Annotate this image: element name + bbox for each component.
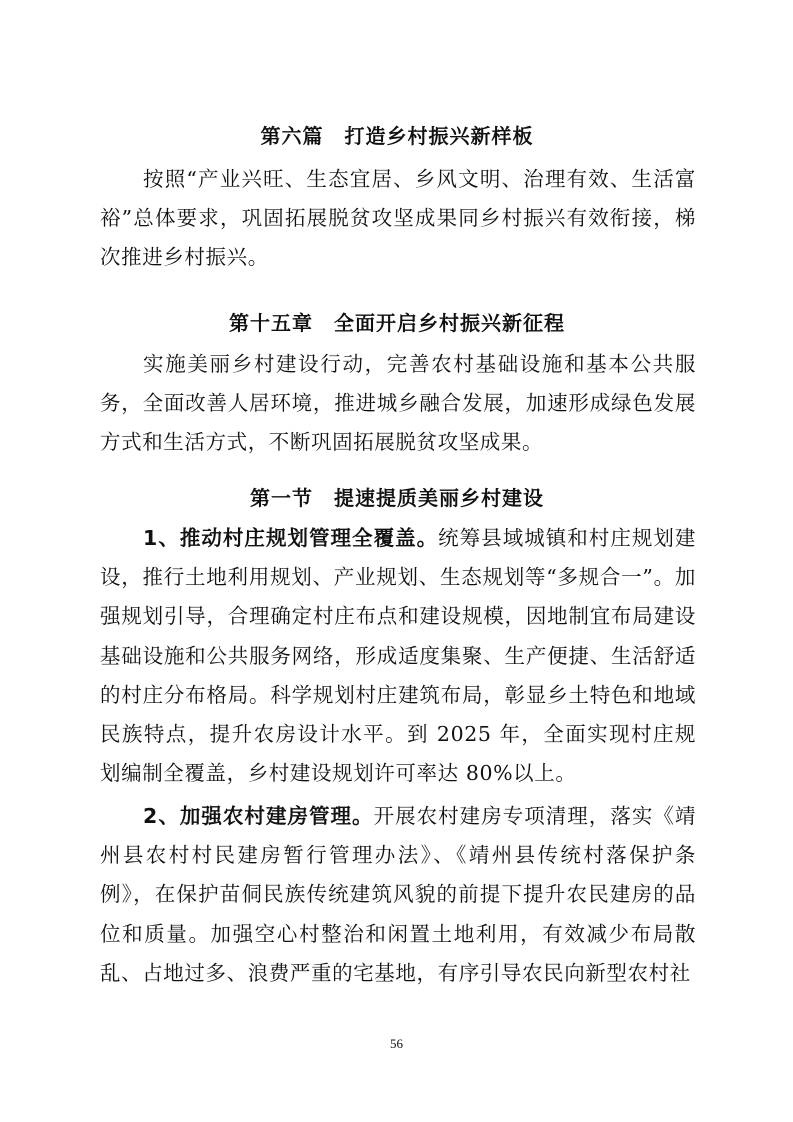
item-1-paragraph bbox=[100, 519, 696, 793]
item-2-paragraph bbox=[100, 797, 696, 993]
item-2-lead: 2、加强农村建房管理。 bbox=[143, 804, 374, 828]
page-number: 56 bbox=[390, 1036, 403, 1051]
part-intro-paragraph: 按照“产业兴旺、生态宜居、乡风文明、治理有效、生活富裕”总体要求，巩固拓展脱贫攻坚成果同乡村振兴有效衔接，梯次推进乡村振兴。 bbox=[100, 167, 696, 270]
chapter-intro-paragraph: 实施美丽乡村建设行动，完善农村基础设施和基本公共服务，全面改善人居环境，推进城乡融合发展，加速形成绿色发展方式和生活方式，不断巩固拓展脱贫攻坚成果。 bbox=[100, 352, 696, 455]
item-1-body: 统筹县域城镇和村庄规划建设，推行土地利用规划、产业规划、生态规划等“多规合一”。加强规划引导，合理确定村庄布点和建设规模，因地制宜布局建设基础设施和公共服务网络，形成适度集聚、生产便捷、生活舒适的村庄分布格局。科学规划村庄建筑布局，彰显乡土特色和地域民族特点，提升农房设计水平。到 2025 年，全面实现村庄规划编制全覆盖，乡村建设规划许可率达 80%以上。 bbox=[100, 526, 696, 786]
item-2-body: 开展农村建房专项清理，落实《靖州县农村村民建房暂行管理办法》、《靖州县传统村落保护条例》，在保护苗侗民族传统建筑风貌的前提下提升农民建房的品位和质量。加强空心村整治和闲置土地利用，有效减少布局散乱、占地过多、浪费严重的宅基地，有序引导农民向新型农村社 bbox=[100, 804, 697, 985]
item-1-lead: 1、推动村庄规划管理全覆盖。 bbox=[143, 526, 439, 550]
part-title: 第六篇 打造乡村振兴新样板 bbox=[260, 124, 534, 148]
section-title: 第一节 提速提质美丽乡村建设 bbox=[250, 486, 544, 510]
chapter-title: 第十五章 全面开启乡村振兴新征程 bbox=[229, 311, 565, 335]
